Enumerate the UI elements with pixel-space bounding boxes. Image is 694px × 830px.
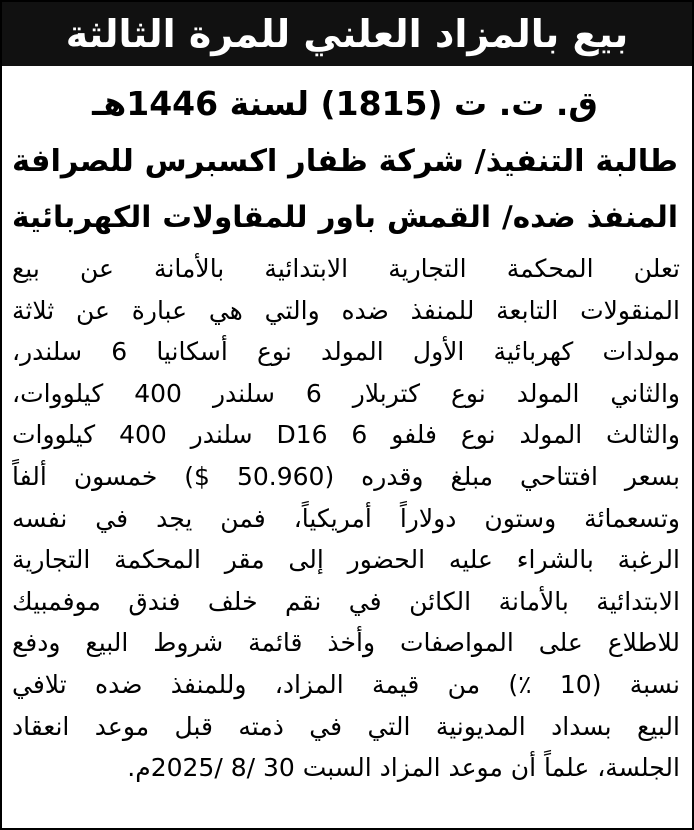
body-line: الابتدائية بالأمانة الكائن في نقم خلف فندق موفمبيك — [12, 586, 680, 616]
applicant-line: طالبة التنفيذ/ شركة ظفار اكسبرس للصرافة — [12, 144, 678, 179]
body-line: الرغبة بالشراء عليه الحضور إلى مقر المحكمة التجارية — [12, 545, 680, 575]
body-line: والثاني المولد نوع كتربلار 6 سلندر 400 كيلووات، — [12, 378, 680, 408]
body-line: البيع بسداد المديونية التي في ذمته قبل موعد انعقاد — [12, 711, 680, 741]
body-line: الجلسة، علماً أن موعد المزاد السبت 30 /8 /2025م. — [127, 753, 680, 783]
body-line: والثالث المولد نوع فلفو 6 D16 سلندر 400 كيلووات — [12, 420, 680, 450]
case-number: ق. ت. ت (1815) لسنة 1446هـ — [92, 84, 598, 123]
notice-title: بيع بالمزاد العلني للمرة الثالثة — [2, 2, 692, 66]
body-line: نسبة (10 ٪) من قيمة المزاد، وللمنفذ ضده تلافي — [12, 669, 680, 699]
body-line: بسعر افتتاحي مبلغ وقدره (50.960 $) خمسون ألفاً — [12, 461, 680, 491]
body-line: المنقولات التابعة للمنفذ ضده والتي هي عبارة عن ثلاثة — [12, 295, 680, 325]
respondent-line: المنفذ ضده/ القمش باور للمقاولات الكهربائية — [12, 200, 678, 234]
body-line: وتسعمائة وستون دولاراً أمريكياً، فمن يجد في نفسه — [12, 503, 680, 533]
body-line: مولدات كهربائية الأول المولد نوع أسكانيا 6 سلندر، — [12, 337, 680, 367]
body-line: للاطلاع على المواصفات وأخذ قائمة شروط البيع ودفع — [12, 628, 680, 658]
body-line: تعلن المحكمة التجارية الابتدائية بالأمانة عن بيع — [12, 254, 680, 283]
notice-body — [12, 248, 680, 789]
